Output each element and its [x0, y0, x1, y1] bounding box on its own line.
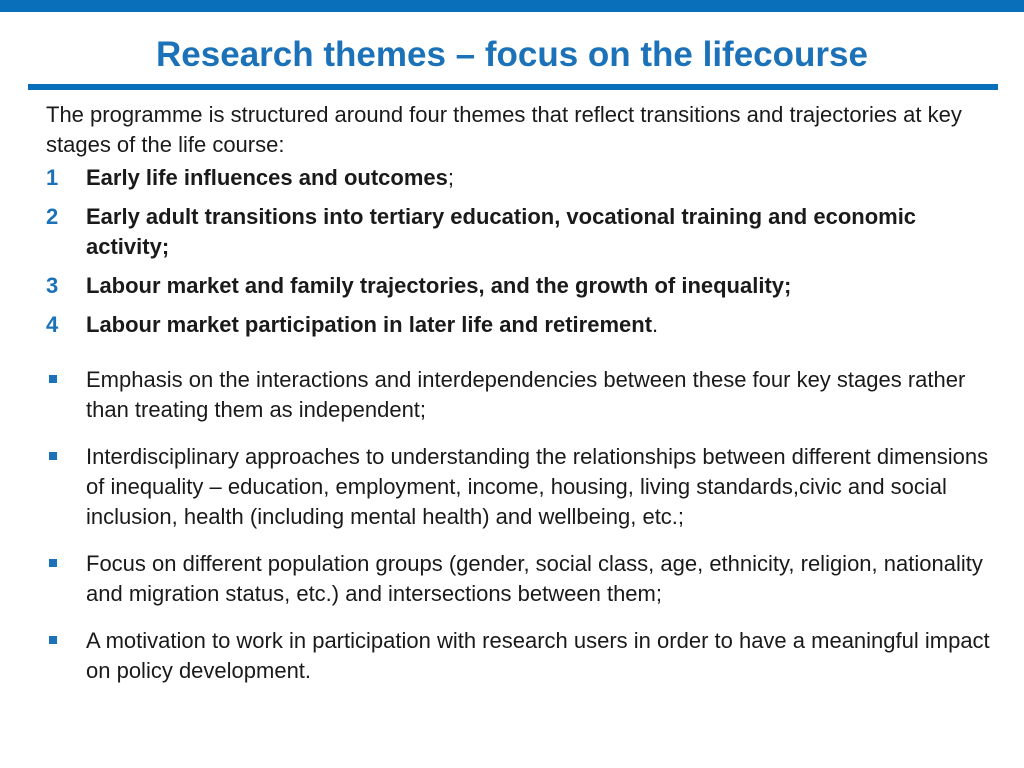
theme-text: Labour market and family trajectories, and the growth of inequality; [86, 273, 792, 298]
theme-item-3 [46, 271, 996, 301]
theme-item-4 [46, 310, 996, 340]
bullet-list [46, 365, 996, 686]
square-bullet-icon [49, 375, 57, 383]
theme-item-2 [46, 202, 996, 262]
theme-punctuation: ; [447, 165, 455, 190]
square-bullet-icon [49, 559, 57, 567]
bullet-item [46, 549, 996, 609]
bullet-text: A motivation to work in participation with research users in order to have a meaningful impact on policy development. [86, 628, 990, 683]
bullet-item [46, 626, 996, 686]
theme-number: 3 [46, 273, 59, 298]
square-bullet-icon [49, 636, 57, 644]
theme-number: 1 [46, 165, 59, 190]
bullet-item [46, 442, 996, 532]
square-bullet-icon [49, 452, 57, 460]
intro-paragraph: The programme is structured around four themes that reflect transitions and trajectories at key stages of the life course: [46, 102, 962, 157]
theme-number: 4 [46, 312, 59, 337]
top-accent-bar [0, 0, 1024, 12]
bullet-text: Interdisciplinary approaches to understanding the relationships between different dimensions of inequality – education, employment, income, housing, living standards,civic and social inclusion, health (including mental health) and wellbeing, etc.; [86, 444, 989, 529]
bullet-text: Emphasis on the interactions and interdependencies between these four key stages rather than treating them as independent; [86, 367, 966, 422]
theme-text: Labour market participation in later life and retirement [86, 312, 653, 337]
theme-number: 2 [46, 204, 59, 229]
slide-body [46, 100, 996, 703]
theme-punctuation: . [652, 312, 659, 337]
slide-title: Research themes – focus on the lifecourse [156, 35, 868, 74]
theme-text: Early adult transitions into tertiary education, vocational training and economic activity; [86, 204, 917, 259]
theme-text: Early life influences and outcomes [86, 165, 448, 190]
title-underline [28, 84, 998, 90]
bullet-text: Focus on different population groups (gender, social class, age, ethnicity, religion, nationality and migration status, etc.) and intersections between them; [86, 551, 983, 606]
bullet-item [46, 365, 996, 425]
theme-item-1 [46, 163, 996, 193]
